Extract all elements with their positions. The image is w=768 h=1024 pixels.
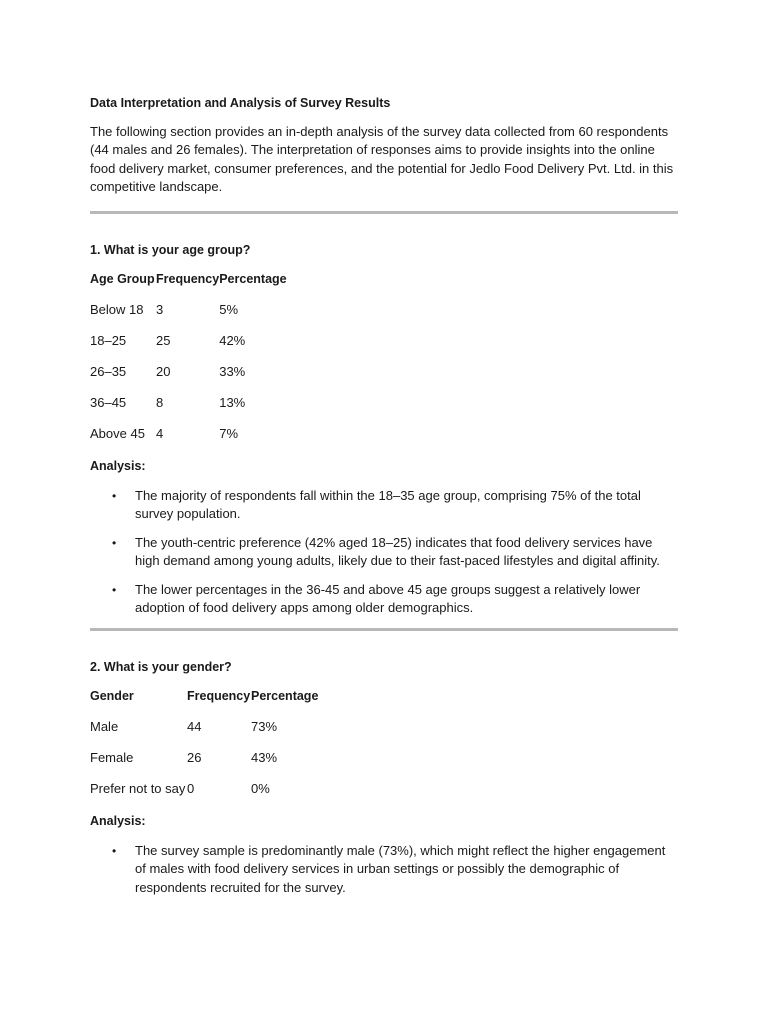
frequency-cell: 4: [156, 426, 164, 441]
table-header-row: [90, 687, 318, 718]
column-header-percentage: Percentage: [219, 272, 287, 286]
table-header-row: [90, 270, 287, 301]
column-header-frequency: Frequency: [156, 272, 220, 286]
age-group-cell: 36–45: [90, 395, 127, 410]
age-group-cell: 26–35: [90, 364, 127, 379]
bullet-icon: •: [112, 535, 117, 550]
table-row: [90, 363, 287, 394]
frequency-cell: 25: [156, 333, 171, 348]
table-row: [90, 394, 287, 425]
analysis-list: [90, 842, 678, 898]
frequency-cell: 3: [156, 302, 164, 317]
age-group-cell: Above 45: [90, 426, 145, 441]
table-row: [90, 332, 287, 363]
gender-cell: Female: [90, 750, 134, 765]
list-item-text: The survey sample is predominantly male (73%), which might reflect the higher engagement of males with food delivery services in urban settings or possibly the demographic of respondents recruited for the survey.: [135, 842, 666, 895]
percentage-cell: 43%: [251, 750, 278, 765]
column-header-frequency: Frequency: [187, 689, 251, 703]
bullet-icon: •: [112, 582, 117, 597]
table-row: [90, 780, 318, 811]
intro-paragraph: The following section provides an in-depth analysis of the survey data collected from 60 respondents (44 males and 26 females). The interpretation of responses aims to provide insights into the online food delivery market, consumer preferences, and the potential for Jedlo Food Delivery Pvt. Ltd. in this competitive landscape.: [90, 123, 674, 194]
column-header-age-group: Age Group: [90, 272, 155, 286]
document-body: [90, 94, 678, 907]
table-row: [90, 425, 287, 456]
percentage-cell: 7%: [219, 426, 239, 441]
percentage-cell: 0%: [251, 781, 270, 796]
age-group-cell: Below 18: [90, 302, 144, 317]
question-2-heading: 2. What is your gender?: [90, 659, 232, 674]
gender-table: [90, 687, 318, 811]
list-item: [90, 581, 678, 618]
question-2-section: [90, 658, 678, 898]
column-header-percentage: Percentage: [251, 689, 319, 703]
frequency-cell: 8: [156, 395, 164, 410]
percentage-cell: 5%: [219, 302, 239, 317]
list-item-text: The majority of respondents fall within the 18–35 age group, comprising 75% of the total survey population.: [135, 487, 641, 521]
age-group-cell: 18–25: [90, 333, 127, 348]
analysis-label: Analysis:: [90, 459, 146, 473]
question-1-heading: 1. What is your age group?: [90, 242, 251, 257]
list-item: [90, 487, 678, 524]
frequency-cell: 20: [156, 364, 171, 379]
question-1-section: [90, 241, 678, 618]
frequency-cell: 44: [187, 719, 202, 734]
table-row: [90, 301, 287, 332]
percentage-cell: 73%: [251, 719, 278, 734]
percentage-cell: 33%: [219, 364, 246, 379]
frequency-cell: 26: [187, 750, 202, 765]
table-row: [90, 749, 318, 780]
percentage-cell: 13%: [219, 395, 246, 410]
bullet-icon: •: [112, 843, 117, 858]
column-header-gender: Gender: [90, 689, 134, 703]
bullet-icon: •: [112, 488, 117, 503]
frequency-cell: 0: [187, 781, 195, 796]
age-group-table: [90, 270, 287, 456]
gender-cell: Prefer not to say: [90, 781, 186, 796]
analysis-label: Analysis:: [90, 814, 146, 828]
analysis-list: [90, 487, 678, 618]
list-item-text: The lower percentages in the 36-45 and above 45 age groups suggest a relatively lower adoption of food delivery apps among older demographics.: [135, 581, 641, 615]
gender-cell: Male: [90, 719, 119, 734]
list-item-text: The youth-centric preference (42% aged 18–25) indicates that food delivery services have high demand among young adults, likely due to their fast-paced lifestyles and digital affinity.: [135, 534, 660, 568]
section-divider: [90, 211, 678, 214]
document-title: Data Interpretation and Analysis of Survey Results: [90, 96, 391, 110]
table-row: [90, 718, 318, 749]
percentage-cell: 42%: [219, 333, 246, 348]
list-item: [90, 842, 678, 898]
section-divider: [90, 628, 678, 631]
list-item: [90, 534, 678, 571]
